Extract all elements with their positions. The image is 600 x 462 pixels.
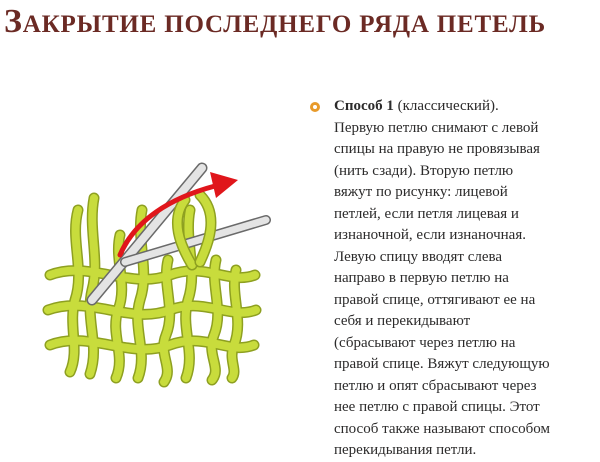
- bullet-icon: [310, 102, 320, 112]
- method-line: правой спице. Вяжут следующую: [334, 356, 550, 372]
- title-rest: АКРЫТИЕ ПОСЛЕДНЕГО РЯДА ПЕТЕЛЬ: [22, 11, 546, 38]
- title-initial: З: [4, 3, 23, 40]
- method-line: способ также называют способом: [334, 420, 550, 437]
- method-line: Первую петлю снимают с левой: [334, 119, 539, 136]
- method-line: себя и перекидывают: [334, 313, 471, 329]
- method-description: [334, 96, 595, 462]
- method-line: изнаночной, если изнаночная.: [334, 227, 526, 243]
- method-line: петлей, если петля лицевая и: [334, 205, 519, 222]
- method-line: правой спице, оттягивают ее на: [334, 291, 536, 308]
- page-title: [4, 2, 546, 45]
- method-line: Левую спицу вводят слева: [334, 248, 503, 265]
- method-line: направо в первую петлю на: [334, 270, 509, 286]
- method-line: вяжут по рисунку: лицевой: [334, 184, 508, 200]
- method-line: (сбрасывают через петлю на: [334, 334, 516, 351]
- method-line: (классический).: [393, 98, 499, 114]
- knitting-illustration: [30, 150, 280, 400]
- method-line: спицы на правую не провязывая: [334, 141, 540, 157]
- method-line: петлю и опят сбрасывают через: [334, 377, 537, 394]
- method-line: (нить сзади). Вторую петлю: [334, 162, 514, 179]
- method-item: [310, 96, 595, 462]
- method-lead: Способ 1: [334, 98, 394, 114]
- method-line: перекидывания петли.: [334, 442, 477, 458]
- method-line: нее петлю с правой спицы. Этот: [334, 399, 540, 415]
